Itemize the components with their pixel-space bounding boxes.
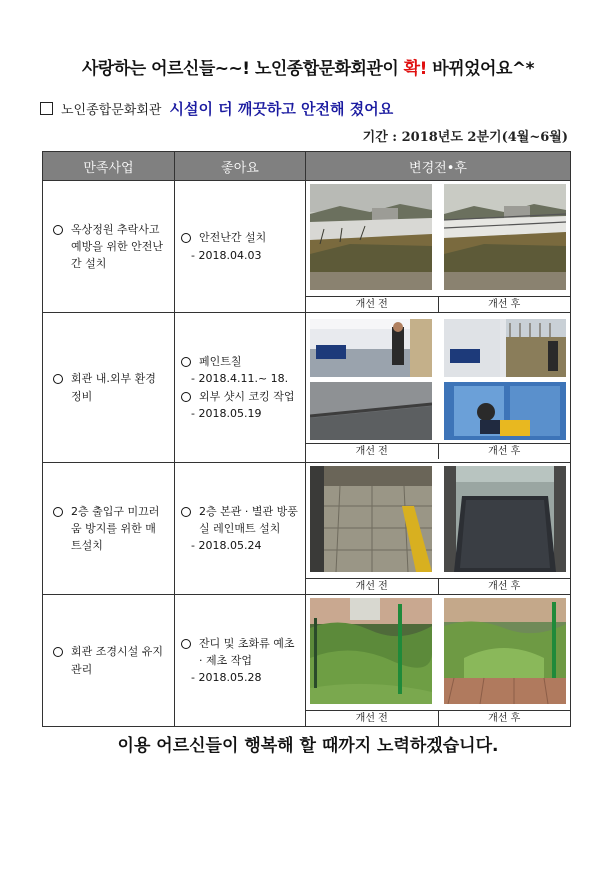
period-text: 기간 : 2018년도 2분기(4월~6월): [362, 130, 568, 145]
caption-after: 개선 후: [438, 711, 571, 726]
caption-before: 개선 전: [355, 446, 388, 457]
bullet-icon: [181, 639, 191, 649]
caption-before: 개선 전: [355, 299, 388, 310]
improvement-table: [42, 151, 571, 727]
subtitle-org: 노인종합문화회관: [61, 103, 162, 118]
photo-cell: [306, 181, 571, 313]
bullet-icon: [181, 357, 191, 367]
table-row: [43, 181, 571, 313]
photo-before: [310, 184, 432, 293]
project-cell: 옥상정원 추락사고 예방을 위한 안전난간 설치: [43, 181, 175, 313]
photo-after: [444, 466, 566, 575]
photo-before: [310, 319, 432, 440]
action-cell: 2층 본관 · 별관 방풍실 레인매트 설치 - 2018.05.24: [175, 463, 306, 595]
action-cell: 안전난간 설치 - 2018.04.03: [175, 181, 306, 313]
project-cell: 2층 출입구 미끄러움 방지를 위한 매트설치: [43, 463, 175, 595]
bullet-icon: [53, 647, 63, 657]
table-row: [43, 463, 571, 595]
subtitle-line: [40, 98, 393, 119]
bullet-icon: [181, 233, 191, 243]
photo-after: [444, 319, 566, 440]
photo-before: [310, 598, 432, 707]
header-photos: 변경전•후: [306, 152, 571, 181]
photo-cell: [306, 595, 571, 727]
bullet-icon: [181, 392, 191, 402]
bullet-icon: [53, 507, 63, 517]
caption-after: 개선 후: [438, 579, 571, 594]
table-header-row: [43, 152, 571, 181]
header-project: 만족사업: [43, 152, 175, 181]
photo-before: [310, 466, 432, 575]
project-cell: 회관 내.외부 환경정비: [43, 313, 175, 463]
footer-message: 이용 어르신들이 행복해 할 때까지 노력하겠습니다.: [117, 736, 499, 756]
table-row: [43, 313, 571, 463]
action-cell: 페인트칠 - 2018.4.11.~ 18. 외부 샷시 코킹 작업 - 2018.05.19: [175, 313, 306, 463]
page-title: 사랑하는 어르신들~~! 노인종합문화회관이 확! 바뀌었어요^*: [81, 59, 535, 79]
project-cell: 회관 조경시설 유지관리: [43, 595, 175, 727]
title-highlight: 확!: [403, 59, 427, 79]
bullet-icon: [53, 225, 63, 235]
caption-before: 개선 전: [355, 581, 388, 592]
caption-after: 개선 후: [438, 297, 571, 312]
photo-cell: [306, 313, 571, 463]
photo-after: [444, 598, 566, 707]
table-row: [43, 595, 571, 727]
bullet-icon: [181, 507, 191, 517]
action-cell: 잔디 및 초화류 예초 · 제초 작업 - 2018.05.28: [175, 595, 306, 727]
header-action: 좋아요: [175, 152, 306, 181]
caption-before: 개선 전: [355, 713, 388, 724]
caption-after: 개선 후: [438, 444, 571, 459]
checkbox-icon: [40, 102, 53, 115]
bullet-icon: [53, 374, 63, 384]
photo-after: [444, 184, 566, 293]
photo-cell: [306, 463, 571, 595]
subtitle-text: 시설이 더 깨끗하고 안전해 졌어요: [169, 100, 394, 118]
